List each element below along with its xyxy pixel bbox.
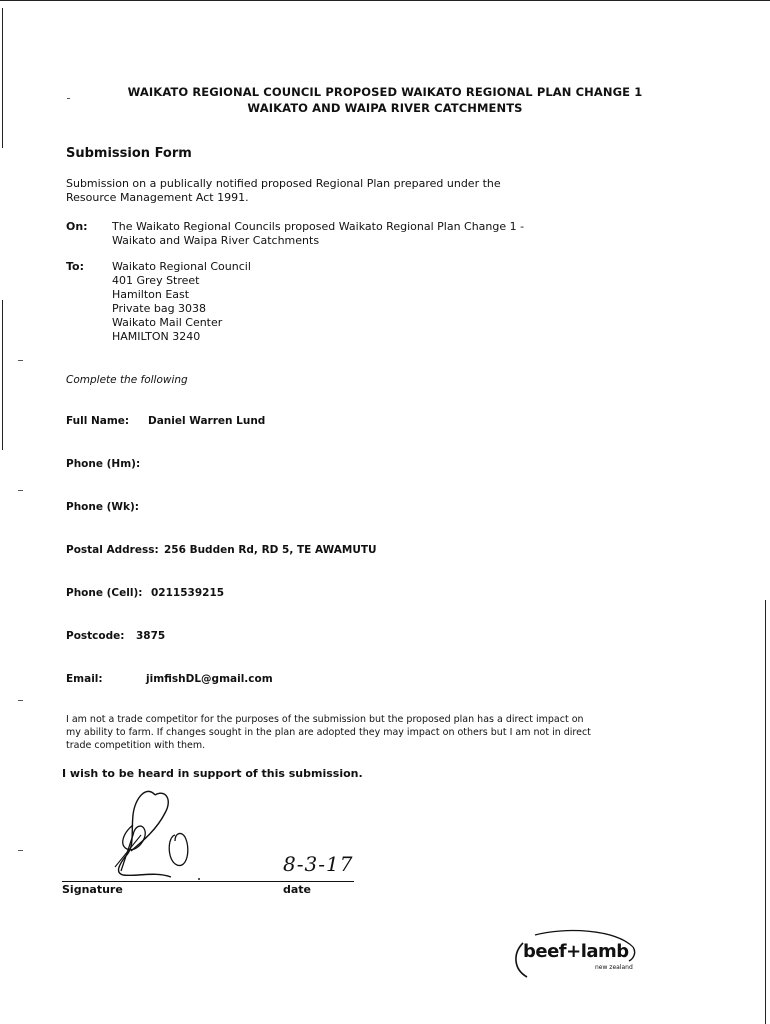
full-name-value: Daniel Warren Lund [148, 415, 266, 427]
intro-line2: Resource Management Act 1991. [66, 191, 249, 204]
postcode-value: 3875 [136, 630, 166, 642]
right-scan-line-bottom [765, 900, 766, 1024]
handwritten-signature [95, 785, 225, 885]
logo-text: beef+lamb [523, 941, 629, 962]
address-line: Waikato Mail Center [112, 316, 223, 329]
signature-dot [198, 878, 200, 880]
address-line: Private bag 3038 [112, 302, 207, 315]
left-scan-line-lower [2, 300, 3, 450]
on-label: On: [66, 220, 88, 233]
postal-address-label: Postal Address: [66, 544, 159, 556]
to-label: To: [66, 260, 84, 273]
document-title-line1: WAIKATO REGIONAL COUNCIL PROPOSED WAIKATO REGIONAL PLAN CHANGE 1 [127, 85, 643, 99]
margin-mark [18, 360, 23, 361]
signature-label: Signature [62, 883, 123, 896]
beef-lamb-logo [505, 925, 645, 985]
address-line: 401 Grey Street [112, 274, 200, 287]
on-line1: The Waikato Regional Councils proposed Waikato Regional Plan Change 1 - [112, 220, 525, 233]
statement-line2: my ability to farm. If changes sought in the plan are adopted they may impact on others but I am not in direct [66, 727, 591, 738]
document-title-line2: WAIKATO AND WAIPA RIVER CATCHMENTS [247, 101, 523, 115]
logo-subtext: new zealand [595, 964, 633, 971]
phone-wk-label: Phone (Wk): [66, 501, 139, 513]
signature-line [62, 881, 354, 882]
margin-mark [18, 490, 23, 491]
intro-line1: Submission on a publically notified proposed Regional Plan prepared under the [66, 177, 501, 190]
heard-statement: I wish to be heard in support of this submission. [62, 767, 363, 780]
address-line: Waikato Regional Council [112, 260, 251, 273]
on-line2: Waikato and Waipa River Catchments [112, 234, 320, 247]
email-label: Email: [66, 673, 103, 685]
left-scan-line [2, 8, 3, 148]
address-line: HAMILTON 3240 [112, 330, 201, 343]
date-label: date [283, 883, 312, 896]
top-border-line [0, 0, 770, 1]
handwritten-date: 8-3-17 [283, 852, 354, 876]
address-block [112, 260, 251, 344]
margin-mark [18, 850, 23, 851]
phone-hm-label: Phone (Hm): [66, 458, 141, 470]
phone-cell-value: 0211539215 [151, 587, 225, 599]
complete-following: Complete the following [66, 374, 188, 386]
statement-line1: I am not a trade competitor for the purposes of the submission but the proposed plan has a direct impact on [66, 714, 584, 725]
margin-mark [18, 700, 23, 701]
form-heading: Submission Form [66, 146, 192, 161]
full-name-label: Full Name: [66, 415, 130, 427]
address-line: Hamilton East [112, 288, 190, 301]
postal-address-value: 256 Budden Rd, RD 5, TE AWAMUTU [164, 544, 377, 556]
email-value: jimfishDL@gmail.com [146, 673, 273, 685]
postcode-label: Postcode: [66, 630, 125, 642]
phone-cell-label: Phone (Cell): [66, 587, 143, 599]
right-scan-line [765, 600, 766, 930]
statement-line3: trade competition with them. [66, 740, 206, 751]
